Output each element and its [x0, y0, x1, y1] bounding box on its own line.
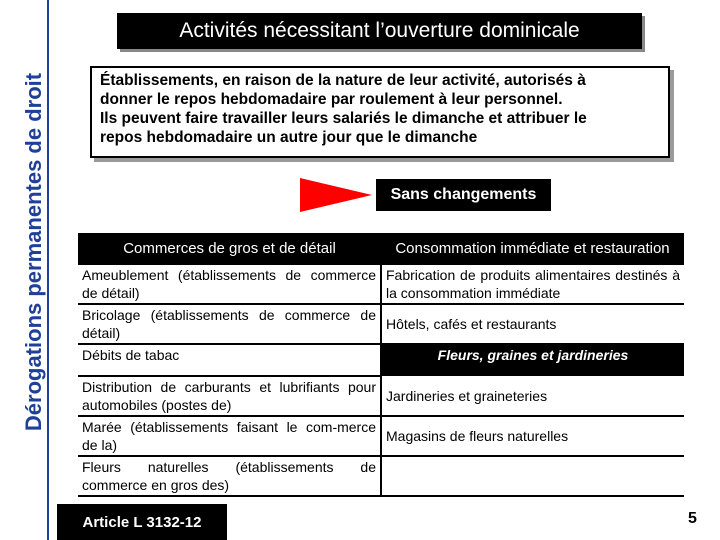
article-reference: Article L 3132-12	[57, 504, 227, 540]
table-header-row	[78, 233, 684, 265]
right-header: Consommation immédiate et restauration	[381, 233, 684, 265]
table-row	[78, 265, 684, 304]
vertical-divider	[47, 0, 49, 540]
table-row	[78, 304, 684, 344]
right-cell	[381, 456, 684, 496]
right-cell: Hôtels, cafés et restaurants	[381, 304, 684, 344]
right-cell: Fabrication de produits alimentaires destinés à la consommation immédiate	[381, 265, 684, 304]
left-cell: Ameublement (établissements de commerce de détail)	[78, 265, 381, 304]
side-title-text: Dérogations permanentes de droit	[21, 72, 46, 432]
right-arrow-icon	[300, 178, 372, 212]
left-cell: Distribution de carburants et lubrifiants pour automobiles (postes de)	[78, 376, 381, 416]
page-number: 5	[688, 510, 697, 527]
right-cell: Jardineries et graineteries	[381, 376, 684, 416]
table-row	[78, 344, 684, 376]
page-title: Activités nécessitant l’ouverture dominicale	[117, 13, 642, 49]
left-cell: Bricolage (établissements de commerce de détail)	[78, 304, 381, 344]
right-subheader: Fleurs, graines et jardineries	[381, 344, 684, 376]
activities-table	[78, 233, 684, 497]
table-row	[78, 456, 684, 496]
intro-box	[90, 66, 670, 158]
side-title	[0, 0, 50, 500]
table-row	[78, 376, 684, 416]
intro-line-1: Établissements, en raison de la nature de leur activité, autorisés à	[100, 72, 586, 89]
left-cell: Marée (établissements faisant le com-merce de la)	[78, 416, 381, 456]
intro-line-3: Ils peuvent faire travailler leurs salariés le dimanche et attribuer le	[100, 110, 587, 127]
right-cell: Magasins de fleurs naturelles	[381, 416, 684, 456]
left-header: Commerces de gros et de détail	[78, 233, 381, 265]
sans-changements-badge: Sans changements	[376, 179, 551, 211]
table-row	[78, 416, 684, 456]
intro-line-4: repos hebdomadaire un autre jour que le dimanche	[100, 129, 478, 146]
intro-line-2: donner le repos hebdomadaire par roulement à leur personnel.	[100, 91, 563, 108]
left-cell: Fleurs naturelles (établissements de commerce en gros des)	[78, 456, 381, 496]
left-cell: Débits de tabac	[78, 344, 381, 376]
